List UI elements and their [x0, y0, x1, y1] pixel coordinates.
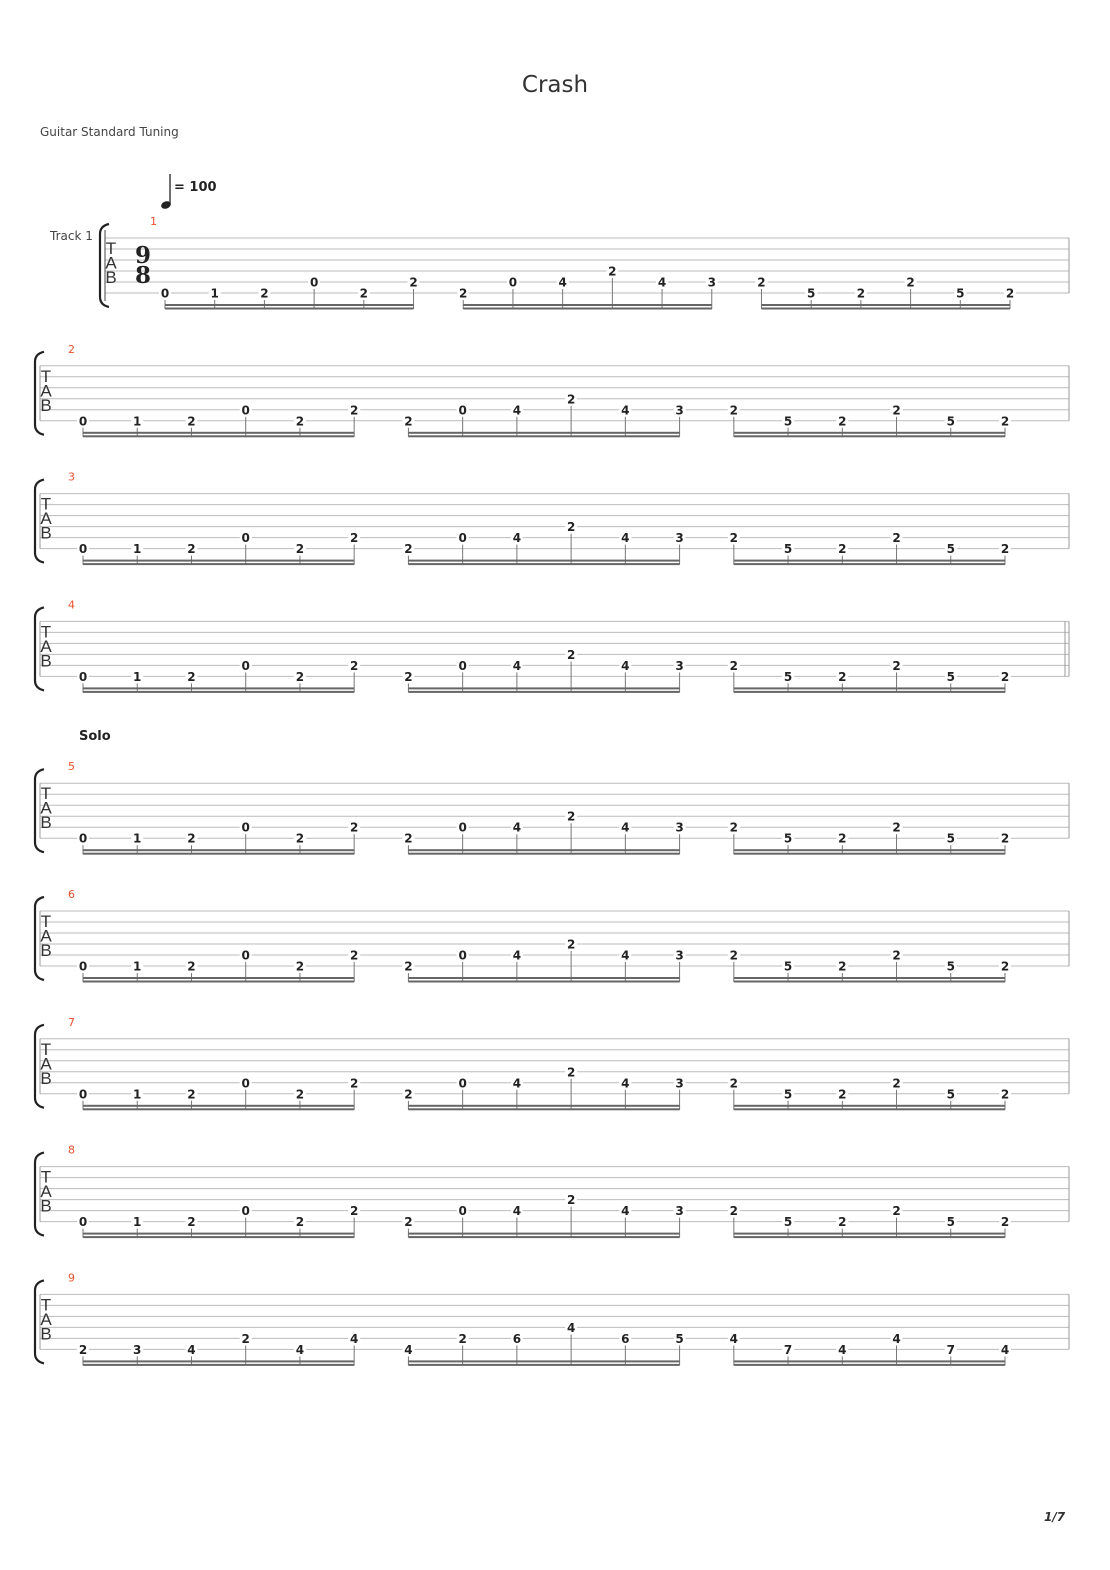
- fret-number: 2: [295, 831, 305, 846]
- fret-number: 4: [621, 948, 630, 963]
- tab-clef-letter: T: [40, 494, 52, 514]
- fret-number: 2: [1000, 1087, 1010, 1102]
- fret-number: 4: [512, 1204, 522, 1219]
- fret-number: 4: [187, 1342, 196, 1357]
- fret-number: 5: [783, 669, 793, 684]
- fret-number: 2: [349, 1204, 359, 1219]
- beam: [734, 853, 1005, 855]
- fret-number: 4: [621, 531, 630, 546]
- fret-number: 2: [404, 1087, 413, 1102]
- fret-number: 2: [838, 414, 847, 429]
- beam: [408, 563, 679, 565]
- fret-number: 0: [78, 959, 88, 974]
- fret-number: 5: [946, 831, 955, 846]
- tab-clef-letter: B: [40, 941, 52, 960]
- measure-number: 8: [68, 1143, 75, 1157]
- fret-number: 0: [241, 948, 250, 963]
- fret-number: 5: [783, 1087, 793, 1102]
- measure-number: 1: [150, 215, 157, 228]
- fret-number: 3: [675, 658, 684, 673]
- tab-clef-letter: T: [105, 239, 117, 258]
- fret-number: 4: [1000, 1342, 1010, 1357]
- fret-number: 2: [295, 542, 305, 557]
- fret-number: 5: [783, 1215, 793, 1230]
- beam: [83, 849, 354, 851]
- fret-number: 2: [349, 820, 359, 835]
- fret-number: 2: [892, 403, 901, 418]
- fret-number: 2: [906, 275, 915, 290]
- fret-number: 5: [783, 959, 793, 974]
- beam: [463, 304, 712, 306]
- tempo-marking: = 100: [174, 180, 217, 195]
- fret-number: 5: [946, 959, 955, 974]
- fret-number: 2: [349, 948, 359, 963]
- beam: [408, 1360, 679, 1362]
- fret-number: 0: [458, 531, 467, 546]
- tab-clef-letter: A: [40, 1054, 52, 1074]
- fret-number: 0: [78, 1087, 88, 1102]
- fret-number: 2: [404, 669, 413, 684]
- beam: [761, 304, 1010, 306]
- fret-number: 2: [458, 1331, 467, 1346]
- beam: [734, 981, 1005, 983]
- beam: [734, 849, 1005, 851]
- measure-number: 6: [68, 888, 75, 901]
- tab-clef-letter: B: [40, 1068, 52, 1088]
- beam: [83, 432, 354, 434]
- fret-number: 1: [210, 286, 219, 301]
- fret-number: 0: [508, 275, 518, 290]
- beam: [83, 1364, 354, 1366]
- fret-number: 0: [458, 948, 467, 963]
- fret-number: 4: [621, 1076, 630, 1091]
- fret-number: 2: [838, 1087, 847, 1102]
- beam: [83, 435, 354, 437]
- fret-number: 2: [838, 542, 847, 557]
- tab-clef-letter: B: [40, 523, 52, 543]
- fret-number: 2: [729, 948, 739, 963]
- fret-number: 0: [458, 820, 467, 835]
- fret-number: 2: [838, 669, 847, 684]
- fret-number: 0: [78, 831, 88, 846]
- beam: [83, 1360, 354, 1362]
- beam: [83, 1236, 354, 1238]
- measure-number: 2: [68, 342, 75, 356]
- beam: [734, 1105, 1005, 1107]
- time-signature-bottom: 8: [134, 262, 152, 289]
- fret-number: 6: [621, 1331, 630, 1346]
- beam: [83, 1105, 354, 1107]
- beam: [408, 981, 679, 983]
- tab-clef-letter: B: [105, 268, 117, 287]
- fret-number: 4: [349, 1331, 359, 1346]
- tab-clef-letter: T: [40, 1039, 52, 1059]
- beam: [408, 1108, 679, 1110]
- fret-number: 2: [608, 264, 617, 279]
- beam: [83, 560, 354, 562]
- fret-number: 2: [187, 1087, 196, 1102]
- song-title: Crash: [521, 72, 589, 98]
- fret-number: 2: [729, 531, 739, 546]
- track-label: Track 1: [50, 229, 93, 243]
- fret-number: 2: [295, 1087, 305, 1102]
- fret-number: 0: [160, 286, 170, 301]
- fret-number: 2: [892, 948, 901, 963]
- fret-number: 2: [1005, 286, 1015, 301]
- fret-number: 0: [241, 1204, 250, 1219]
- fret-number: 5: [783, 831, 793, 846]
- beam: [408, 687, 679, 689]
- tab-clef-letter: B: [40, 1324, 52, 1344]
- fret-number: 1: [133, 1087, 142, 1102]
- beam: [761, 308, 1010, 310]
- beam: [734, 1108, 1005, 1110]
- fret-number: 5: [946, 1087, 955, 1102]
- beam: [83, 1233, 354, 1235]
- measure-number: 5: [68, 760, 75, 774]
- fret-number: 2: [409, 275, 418, 290]
- fret-number: 3: [675, 1204, 684, 1219]
- beam: [734, 1236, 1005, 1238]
- fret-number: 0: [241, 658, 250, 673]
- fret-number: 2: [295, 669, 305, 684]
- fret-number: 2: [404, 959, 413, 974]
- fret-number: 2: [566, 520, 576, 535]
- beam: [408, 1236, 679, 1238]
- beam: [408, 853, 679, 855]
- fret-number: 0: [241, 403, 250, 418]
- beam: [83, 691, 354, 693]
- tab-clef-letter: A: [40, 1309, 52, 1329]
- beam: [165, 304, 414, 306]
- fret-number: 0: [78, 542, 88, 557]
- beam: [734, 1364, 1005, 1366]
- fret-number: 2: [187, 831, 196, 846]
- fret-number: 3: [675, 403, 684, 418]
- fret-number: 2: [187, 542, 196, 557]
- measure-number: 4: [68, 598, 75, 612]
- fret-number: 2: [566, 647, 576, 662]
- beam: [734, 1360, 1005, 1362]
- fret-number: 2: [349, 403, 359, 418]
- fret-number: 2: [1000, 414, 1010, 429]
- fret-number: 7: [946, 1342, 955, 1357]
- fret-number: 0: [458, 658, 467, 673]
- fret-number: 1: [133, 831, 142, 846]
- fret-number: 4: [512, 531, 522, 546]
- fret-number: 0: [241, 1076, 250, 1091]
- fret-number: 2: [1000, 669, 1010, 684]
- fret-number: 2: [404, 831, 413, 846]
- fret-number: 2: [729, 1076, 739, 1091]
- beam: [408, 849, 679, 851]
- tab-clef-letter: B: [40, 1196, 52, 1216]
- fret-number: 5: [956, 286, 965, 301]
- fret-number: 2: [566, 392, 576, 407]
- fret-number: 5: [946, 414, 955, 429]
- beam: [734, 691, 1005, 693]
- fret-number: 5: [946, 1215, 955, 1230]
- fret-number: 4: [512, 948, 522, 963]
- beam: [83, 977, 354, 979]
- beam: [83, 853, 354, 855]
- fret-number: 5: [946, 542, 955, 557]
- beam: [734, 1233, 1005, 1235]
- fret-number: 4: [558, 275, 567, 290]
- fret-number: 2: [892, 531, 901, 546]
- fret-number: 2: [187, 1215, 196, 1230]
- fret-number: 4: [621, 1204, 630, 1219]
- fret-number: 2: [260, 286, 269, 301]
- fret-number: 4: [404, 1342, 413, 1357]
- fret-number: 2: [349, 658, 359, 673]
- beam: [734, 687, 1005, 689]
- fret-number: 0: [78, 414, 88, 429]
- fret-number: 0: [241, 531, 250, 546]
- fret-number: 0: [458, 1076, 467, 1091]
- tab-clef-letter: A: [40, 636, 52, 656]
- tab-clef-letter: A: [40, 1182, 52, 1202]
- fret-number: 1: [133, 669, 142, 684]
- beam: [83, 687, 354, 689]
- measure-number: 9: [68, 1271, 75, 1285]
- tab-clef-letter: T: [40, 622, 52, 642]
- fret-number: 6: [512, 1331, 522, 1346]
- fret-number: 2: [359, 286, 369, 301]
- tab-clef-letter: T: [40, 1167, 52, 1187]
- fret-number: 0: [78, 669, 88, 684]
- fret-number: 3: [675, 820, 684, 835]
- fret-number: 5: [783, 414, 793, 429]
- fret-number: 3: [133, 1342, 142, 1357]
- fret-number: 4: [729, 1331, 739, 1346]
- fret-number: 3: [675, 948, 684, 963]
- tab-clef-letter: A: [40, 381, 52, 401]
- fret-number: 5: [783, 542, 793, 557]
- fret-number: 2: [241, 1331, 250, 1346]
- fret-number: 4: [512, 820, 522, 835]
- fret-number: 2: [892, 658, 901, 673]
- beam: [408, 691, 679, 693]
- beam: [408, 1364, 679, 1366]
- fret-number: 2: [349, 531, 359, 546]
- beam: [83, 981, 354, 983]
- fret-number: 4: [838, 1342, 847, 1357]
- beam: [408, 1105, 679, 1107]
- fret-number: 1: [133, 542, 142, 557]
- fret-number: 2: [838, 831, 847, 846]
- fret-number: 0: [78, 1215, 88, 1230]
- fret-number: 2: [892, 1076, 901, 1091]
- fret-number: 3: [675, 531, 684, 546]
- fret-number: 4: [892, 1331, 901, 1346]
- beam: [408, 977, 679, 979]
- fret-number: 2: [1000, 959, 1010, 974]
- measure-number: 3: [68, 470, 75, 484]
- time-signature-top: 9: [134, 242, 152, 269]
- fret-number: 2: [78, 1342, 88, 1357]
- beam: [408, 435, 679, 437]
- fret-number: 2: [566, 1065, 576, 1080]
- fret-number: 2: [404, 542, 413, 557]
- tab-clef-letter: B: [40, 813, 52, 833]
- fret-number: 2: [349, 1076, 359, 1091]
- tab-clef-letter: T: [40, 912, 52, 931]
- fret-number: 4: [621, 658, 630, 673]
- fret-number: 2: [459, 286, 468, 301]
- fret-number: 2: [729, 658, 739, 673]
- fret-number: 5: [806, 286, 816, 301]
- beam: [463, 308, 712, 310]
- tab-clef-letter: T: [40, 1295, 52, 1315]
- tab-clef-letter: A: [105, 253, 117, 273]
- fret-number: 1: [133, 959, 142, 974]
- fret-number: 2: [729, 1204, 739, 1219]
- fret-number: 2: [404, 414, 413, 429]
- fret-number: 2: [295, 414, 305, 429]
- fret-number: 2: [729, 820, 739, 835]
- fret-number: 2: [1000, 831, 1010, 846]
- fret-number: 4: [566, 1320, 576, 1335]
- fret-number: 2: [566, 1193, 576, 1208]
- fret-number: 2: [892, 820, 901, 835]
- tab-clef-letter: B: [40, 651, 52, 671]
- fret-number: 2: [729, 403, 739, 418]
- fret-number: 3: [675, 1076, 684, 1091]
- fret-number: 4: [621, 820, 630, 835]
- beam: [734, 435, 1005, 437]
- tab-clef-letter: T: [40, 366, 52, 386]
- fret-number: 2: [187, 959, 196, 974]
- fret-number: 2: [187, 669, 196, 684]
- fret-number: 5: [675, 1331, 684, 1346]
- tab-clef-letter: T: [40, 784, 52, 804]
- fret-number: 2: [856, 286, 866, 301]
- fret-number: 1: [133, 414, 142, 429]
- fret-number: 2: [892, 1204, 901, 1219]
- measure-number: 7: [68, 1015, 75, 1029]
- fret-number: 0: [458, 1204, 467, 1219]
- fret-number: 2: [295, 1215, 305, 1230]
- fret-number: 5: [946, 669, 955, 684]
- fret-number: 2: [187, 414, 196, 429]
- fret-number: 2: [1000, 542, 1010, 557]
- fret-number: 2: [566, 809, 576, 824]
- tuning-label: Guitar Standard Tuning: [40, 125, 179, 139]
- beam: [734, 560, 1005, 562]
- fret-number: 2: [404, 1215, 413, 1230]
- beam: [734, 432, 1005, 434]
- beam: [165, 308, 414, 310]
- beam: [408, 1233, 679, 1235]
- fret-number: 4: [512, 403, 522, 418]
- fret-number: 2: [295, 959, 305, 974]
- fret-number: 2: [1000, 1215, 1010, 1230]
- fret-number: 4: [295, 1342, 305, 1357]
- beam: [408, 432, 679, 434]
- fret-number: 4: [512, 1076, 522, 1091]
- page-number: 1/7: [1044, 1510, 1066, 1524]
- fret-number: 0: [309, 275, 319, 290]
- fret-number: 1: [133, 1215, 142, 1230]
- beam: [734, 563, 1005, 565]
- tab-clef-letter: B: [40, 395, 52, 415]
- beam: [408, 560, 679, 562]
- fret-number: 3: [707, 275, 716, 290]
- fret-number: 4: [621, 403, 630, 418]
- beam: [83, 563, 354, 565]
- fret-number: 0: [458, 403, 467, 418]
- fret-number: 2: [838, 1215, 847, 1230]
- fret-number: 2: [566, 937, 576, 952]
- tab-clef-letter: A: [40, 926, 52, 946]
- beam: [734, 977, 1005, 979]
- fret-number: 4: [512, 658, 522, 673]
- fret-number: 4: [657, 275, 667, 290]
- fret-number: 0: [241, 820, 250, 835]
- beam: [83, 1108, 354, 1110]
- fret-number: 2: [757, 275, 766, 290]
- section-label: Solo: [79, 729, 111, 744]
- tab-clef-letter: A: [40, 798, 52, 818]
- fret-number: 2: [838, 959, 847, 974]
- fret-number: 7: [783, 1342, 793, 1357]
- tab-clef-letter: A: [40, 509, 52, 529]
